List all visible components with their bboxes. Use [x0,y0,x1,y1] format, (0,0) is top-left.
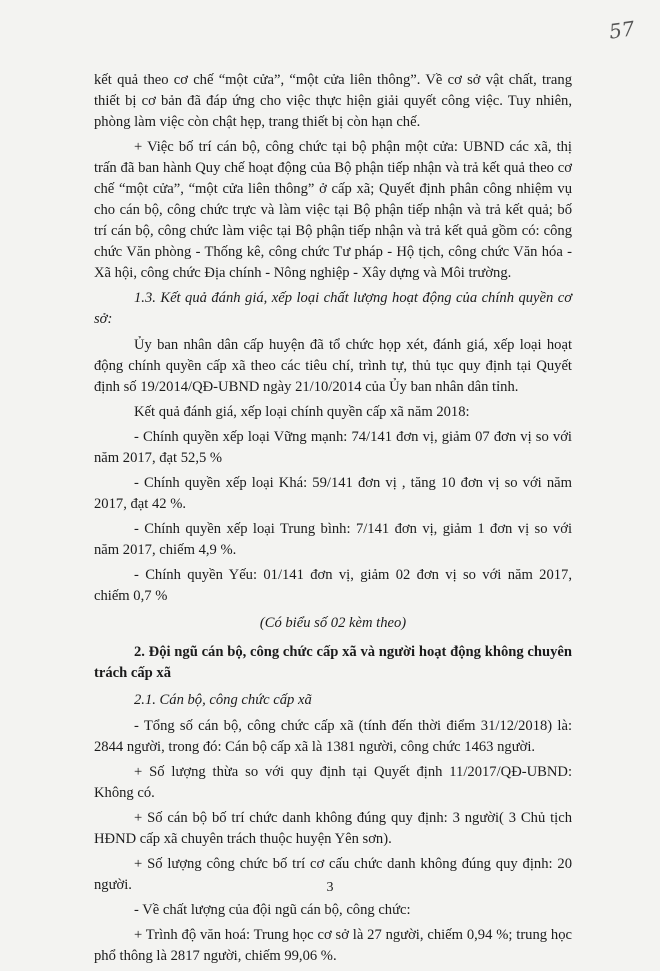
paragraph: Kết quả đánh giá, xếp loại chính quyền cấp xã năm 2018: [134,404,470,420]
subsection-heading: 2.1. Cán bộ, công chức cấp xã [134,692,312,708]
section-heading-bold: 2. Đội ngũ cán bộ, công chức cấp xã và người hoạt động không chuyên trách cấp xã [94,644,572,681]
paragraph: + Số cán bộ bố trí chức danh không đúng quy định: 3 người( 3 Chủ tịch HĐND cấp xã chuyên trách thuộc huyện Yên sơn). [94,810,572,847]
list-item: - Về chất lượng của đội ngũ cán bộ, công chức: [134,902,411,918]
list-item: - Chính quyền Yếu: 01/141 đơn vị, giảm 02 đơn vị so với năm 2017, chiếm 0,7 % [94,567,572,604]
list-item: - Tổng số cán bộ, công chức cấp xã (tính đến thời điểm 31/12/2018) là: 2844 người, trong đó: Cán bộ cấp xã là 1381 người, công chức 1463 người. [94,718,572,755]
list-item: - Chính quyền xếp loại Khá: 59/141 đơn vị , tăng 10 đơn vị so với năm 2017, đạt 42 %. [94,475,572,512]
paragraph: kết quả theo cơ chế “một cửa”, “một cửa liên thông”. Về cơ sở vật chất, trang thiết bị cơ bản đã đáp ứng cho việc thực hiện giải quyết công việc. Tuy nhiên, phòng làm việc còn chật hẹp, trang thiết bị còn hạn chế. [94,72,572,130]
handwritten-page-number: 57 [607,16,636,44]
paragraph: + Số lượng công chức bố trí cơ cấu chức danh không đúng quy định: 20 người. [94,856,572,893]
paragraph: + Việc bố trí cán bộ, công chức tại bộ phận một cửa: UBND các xã, thị trấn đã ban hành Quy chế hoạt động của Bộ phận tiếp nhận và trả kết quả theo cơ chế “một cửa”, “một cửa liên thông” ở cấp xã; Quyết định phân công nhiệm vụ cho cán bộ, công chức trực và làm việc tại Bộ phận tiếp nhận và trả kết quả; bố trí cán bộ, công chức làm việc tại Bộ phận tiếp nhận và trả kết quả gồm có: công chức Văn phòng - Thống kê, công chức Tư pháp - Hộ tịch, công chức Văn hóa - Xã hội, công chức Địa chính - Nông nghiệp - Xây dựng và Môi trường. [94,139,572,281]
paragraph: Ủy ban nhân dân cấp huyện đã tổ chức họp xét, đánh giá, xếp loại hoạt động chính quyền cấp xã theo các tiêu chí, trình tự, thủ tục quy định tại Quyết định số 19/2014/QĐ-UBND ngày 21/10/2014 của Ủy ban nhân dân tỉnh. [94,337,572,395]
page-number: 3 [326,880,334,895]
section-heading: 1.3. Kết quả đánh giá, xếp loại chất lượng hoạt động của chính quyền cơ sở: [94,290,572,327]
paragraph: + Số lượng thừa so với quy định tại Quyết định 11/2017/QĐ-UBND: Không có. [94,764,572,801]
document-body [94,70,572,971]
attachment-note: (Có biểu số 02 kèm theo) [259,615,407,631]
paragraph: + Trình độ văn hoá: Trung học cơ sở là 27 người, chiếm 0,94 %; trung học phổ thông là 2817 người, chiếm 99,06 %. [94,927,572,964]
list-item: - Chính quyền xếp loại Vững mạnh: 74/141 đơn vị, giảm 07 đơn vị so với năm 2017, đạt 52,5 % [94,429,572,466]
list-item: - Chính quyền xếp loại Trung bình: 7/141 đơn vị, giảm 1 đơn vị so với năm 2017, chiếm 4,9 %. [94,521,572,558]
